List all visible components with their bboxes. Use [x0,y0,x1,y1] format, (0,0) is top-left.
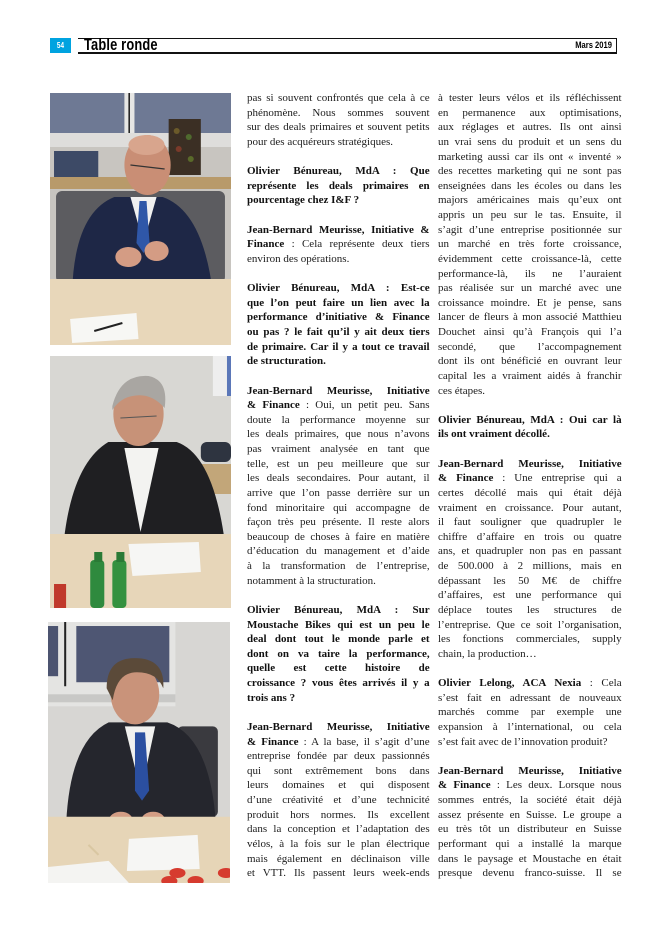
section-header-bar [78,38,617,54]
question-paragraph [438,676,622,749]
text-line [438,778,622,793]
text-line [438,588,622,603]
answer-paragraph [438,457,622,662]
text-line [247,193,430,208]
body-text: : Cela [581,677,622,689]
text-line [247,661,430,676]
text-line [247,778,430,793]
body-text: ans, et quadrupler non pas en passant [438,545,622,558]
text-line [438,866,622,881]
text-line [247,237,430,252]
text-line [247,852,430,867]
text-line [247,574,430,589]
body-text: arrive que l’on passe derrière sur un [247,486,430,499]
text-line [438,764,622,779]
text-line [247,120,430,135]
body-text: il faut souligner que quadrupler le [438,516,622,529]
body-text: évidemment cette croissance-là, cette [438,252,622,265]
body-text: doute la performance moyenne sur [247,413,430,426]
table-surface [50,279,231,345]
question-paragraph [247,281,430,369]
text-line [247,749,430,764]
text-line [247,179,430,194]
body-text: dont ils ont bénéficié en ouvrant leur [438,355,622,368]
text-line [438,501,622,516]
speaker-text: Jean-Bernard Meurisse, Initiative [247,720,430,733]
body-text: : Une entreprise qui a [493,472,622,485]
body-text: façon très peu présente. Il reste alors [247,516,430,529]
body-text: s’est fait en adressant de nouveaux [438,691,622,704]
speaker-text: Olivier Bénureau, MdA : Est-ce [247,282,430,295]
portrait-illustration [50,356,231,608]
text-line [438,427,622,442]
text-line [247,398,430,413]
body-text: leurs domaines et qui disposent [247,779,430,792]
text-line [247,618,430,633]
body-text: certes décollé mais qui était déjà [438,486,622,499]
text-line [438,267,622,282]
speaker-text: représente les deals primaires en [247,179,430,192]
text-line [438,106,622,121]
text-line [247,354,430,369]
body-text: déplace toutes les structures de [438,603,622,616]
body-text: s’agit d’une entreprise positionnée sur [438,223,622,236]
speaker-text: Olivier Bénureau, MdA : Que [247,165,430,178]
speaker-text: ils ont vraiment décollé. [438,428,550,441]
text-line [247,310,430,325]
body-text: sommes entrés, la société était déjà [438,794,622,806]
text-line [438,691,622,706]
text-line [247,632,430,647]
body-text: : Cela représente deux tiers [284,238,430,251]
body-text: presque devenu franco-suisse. Il se [438,867,622,880]
text-line [247,515,430,530]
text-line [247,413,430,428]
body-text: performance-là, ils ne l’auraient [438,267,622,280]
text-line [247,91,430,106]
speaker-text: & Finance [438,779,491,792]
speaker-text: quelle est cette histoire de [247,662,430,675]
text-line [438,822,622,837]
body-text: majors américaines mais qu’eux ont [438,194,622,207]
text-line [438,281,622,296]
section-title: Table ronde [84,36,158,54]
speaker-text: Moustache Bikes qui est un peu le [247,618,430,631]
body-text: dans le paysage et Moustache en était [438,852,622,865]
text-line [247,325,430,340]
body-text: produit hors normes. Ils excellent [247,808,430,821]
text-line [247,106,430,121]
body-text: en permanence aux optimisations, [438,106,622,119]
body-text: d’éducation du management et d’aide [247,545,430,558]
text-line [438,530,622,545]
text-line [247,340,430,355]
text-line [438,384,622,399]
body-text: : Oui, un petit peu. Sans [299,399,430,412]
speaker-text: performance d’initiative & Finance [247,311,430,324]
body-text: pour des acquéreurs stratégiques. [247,135,394,148]
speaker-text: trois ans ? [247,691,296,704]
body-text: expansion à l’international, ou cela [438,720,622,733]
body-text: fond minoritaire qui accompagne de [247,501,430,514]
text-line [247,457,430,472]
text-line [438,808,622,823]
body-text: s’est fait avec de l’innovation produit? [438,735,608,748]
text-line [438,325,622,340]
body-text: l’entreprise. Que ce soit l’organisation, [438,618,622,631]
text-line [247,501,430,516]
text-line [438,369,622,384]
answer-paragraph [247,223,430,267]
text-line [438,486,622,501]
body-text: un marché en très forte croissance, [438,238,622,251]
body-text: chiffre d’affaire en trois ou quatre [438,530,622,543]
text-line [438,237,622,252]
text-line [438,179,622,194]
text-line [438,574,622,589]
text-line [247,735,430,750]
body-text: marchés comme par exemple une [438,706,622,719]
text-line [438,208,622,223]
speaker-text: & Finance [247,399,300,412]
body-text: entreprise fondée par deux passionnés [247,750,430,763]
text-line [247,720,430,735]
text-line [438,471,622,486]
text-line [247,544,430,559]
text-line [438,457,622,472]
body-text: des recettes marketing qui ne sont pas [438,165,622,178]
text-line [438,135,622,150]
speaker-text: Finance [247,238,285,251]
text-line [438,720,622,735]
speaker-text: & Finance [247,735,299,748]
speaker-text: Olivier Bénureau, MdA : Sur [247,603,430,616]
body-text: environ des opérations. [247,252,350,265]
article-column-right [438,91,622,881]
text-line [247,647,430,662]
text-line [247,822,430,837]
text-line [438,647,622,662]
answer-paragraph [438,91,622,398]
body-text: croissance moindre. Et je pense, sans [438,296,622,309]
answer-paragraph [438,764,622,881]
text-line [247,837,430,852]
body-text: dans la conception et l’adaptation des [247,823,430,836]
text-line [247,252,430,267]
body-text: performant qui a installé la marque [438,837,622,850]
text-line [438,852,622,867]
body-text: : A la base, il s’agit d’une [298,735,430,748]
speaker-text: ou pas ? le fait qu’il y ait deux tiers [247,326,430,338]
speaker-text: que l’on peut faire un lien avec la [247,296,430,309]
body-text: les deals secondaires. Pour autant, il [247,472,430,485]
table-surface [50,534,231,608]
text-line [438,91,622,106]
text-line [438,150,622,165]
text-line [247,808,430,823]
speaker-text: Olivier Bénureau, MdA : Oui car là [438,413,622,426]
text-line [438,837,622,852]
body-text: les deals primaires, que nous n’avons [247,428,430,441]
body-text: sur des deals primaires et souvent petits [247,121,430,134]
text-line [247,427,430,442]
speaker-text: de primaire. Car il y a tout ce travail [247,340,430,353]
body-text: chain, la production… [438,647,537,660]
text-line [247,603,430,618]
body-text: : Les deux. Lorsque nous [490,779,622,792]
speaker-text: de structuration. [247,355,326,368]
text-line [438,735,622,750]
body-text: dépassant les 50 M€ de chiffre [438,574,622,587]
text-line [438,603,622,618]
body-text: pas réalisée sur un marché avec une [438,282,622,295]
body-text: marketing aussi car ils ont « inventé » [438,150,622,163]
text-line [438,793,622,808]
question-paragraph [247,164,430,208]
speaker-text: deal dont tout le monde parle et [247,633,430,646]
body-text: et VTT. Ils passent leurs week-ends [247,867,430,880]
speaker-text: & Finance [438,472,494,485]
text-line [438,676,622,691]
text-line [247,223,430,238]
text-line [247,866,430,881]
text-line [438,413,622,428]
text-line [247,530,430,545]
body-text: capital les a vraiment aidés à franchir [438,369,622,382]
article-column-left [247,91,430,881]
text-line [247,442,430,457]
text-line [247,164,430,179]
body-text: enseignées dans les écoles ou dans les [438,179,622,192]
body-text: les fonctions commerciales, supply [438,633,622,646]
interview-photo-3 [48,622,230,883]
page-number: 54 [56,41,65,50]
text-line [438,632,622,647]
body-text: mais également en déclinaison ville [247,852,430,865]
text-line [247,281,430,296]
body-text: notamment à la structuration. [247,574,376,587]
text-line [438,120,622,135]
text-line [438,705,622,720]
body-text: lancer de fleurs à mon associé Matthieu [438,311,622,324]
text-line [247,486,430,501]
interview-photo-2 [50,356,231,608]
body-text: pas si souvent confrontés que cela à ce [247,92,430,104]
text-line [438,193,622,208]
question-paragraph [438,413,622,442]
text-line [247,471,430,486]
speaker-text: croissance ? vous êtes arrivés il y a [247,677,430,689]
body-text: de 500.000 à 2 millions, mais en [438,560,622,572]
body-text: beaucoup de choses à faire en matière [247,530,430,543]
speaker-text: Jean-Bernard Meurisse, Initiative [247,384,430,397]
text-line [438,354,622,369]
portrait-illustration [50,93,231,345]
text-line [438,544,622,559]
speaker-text: Jean-Bernard Meurisse, Initiative & [247,223,430,236]
body-text: à la transformation de l’entreprise, [247,560,430,572]
body-text: d’une créativité et d’une technicité [247,794,430,806]
portrait-illustration [48,622,230,883]
body-text: assez présente en Suisse. Le groupe a [438,808,622,821]
body-text: appris un peu sur le tas. Ensuite, il [438,209,622,221]
table-surface [48,817,230,883]
body-text: un vrai sens du produit et un sens du [438,135,622,148]
text-line [438,559,622,574]
page-number-badge [50,38,71,53]
text-line [247,559,430,574]
speaker-text: dont on va taire la performance, [247,647,430,660]
interview-photo-1 [50,93,231,345]
answer-paragraph [247,384,430,589]
answer-paragraph [247,91,430,150]
text-line [247,691,430,706]
body-text: phénomène. Nous sommes souvent [247,106,430,119]
body-text: Douchet ainsi qu’à François qui l’a [438,326,622,338]
text-line [438,252,622,267]
text-line [247,793,430,808]
speaker-text: Jean-Bernard Meurisse, Initiative [438,764,622,777]
answer-paragraph [247,720,430,881]
body-text: telle, est un peu meilleure que sur [247,457,430,470]
text-line [438,296,622,311]
speaker-text: pourcentage chez I&F ? [247,194,360,207]
speaker-text: Jean-Bernard Meurisse, Initiative [438,457,622,470]
body-text: aux réglages et autres. Ils ont ainsi [438,121,622,134]
body-text: d’affaires, est une performance qui [438,589,622,602]
body-text: secondé, que l’accompagnement [438,340,622,353]
text-line [438,618,622,633]
text-line [438,310,622,325]
body-text: à tester leurs vélos et ils réfléchissent [438,92,622,104]
body-text: eu très tôt un distributeur en Suisse [438,823,622,836]
question-paragraph [247,603,430,705]
body-text: qui sont extrêmement bons dans [247,764,430,777]
text-line [438,340,622,355]
text-line [247,296,430,311]
text-line [438,223,622,238]
text-line [247,135,430,150]
body-text: vraiment en croissance. Pour autant, [438,501,622,514]
body-text: vélos, à la fois sur le plan électrique [247,837,430,850]
body-text: ces étapes. [438,384,486,397]
body-text: pas vraiment analysée en tant que [247,443,430,455]
issue-date: Mars 2019 [575,40,612,51]
text-line [438,515,622,530]
text-line [247,384,430,399]
text-line [247,676,430,691]
text-line [438,164,622,179]
speaker-text: Olivier Lelong, ACA Nexia [438,677,582,689]
text-line [247,764,430,779]
